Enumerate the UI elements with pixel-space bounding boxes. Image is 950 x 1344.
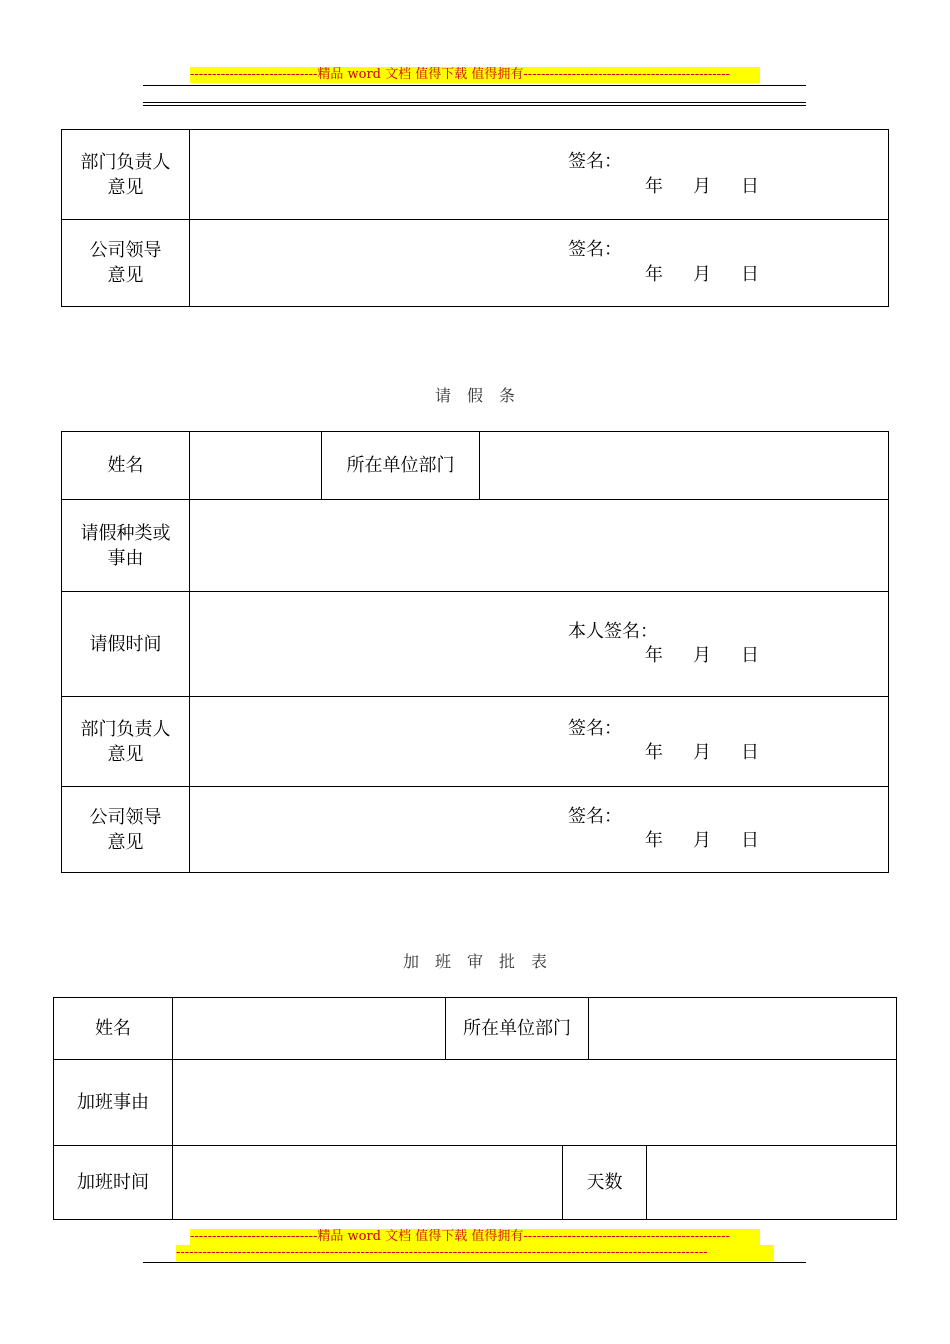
dept-head-opinion-label: 部门负责人 意见: [80, 151, 171, 198]
header-double-rule-2: [143, 105, 806, 106]
leave-form-title: 请 假 条: [434, 386, 515, 405]
month-label: 月: [693, 830, 711, 851]
dept-head-opinion-label: 部门负责人 意见: [80, 718, 171, 765]
month-label: 月: [693, 264, 711, 285]
overtime-reason-label: 加班事由: [77, 1092, 149, 1113]
overtime-form-title: 加 班 审 批 表: [402, 952, 547, 971]
leave-reason-field[interactable]: [190, 500, 888, 591]
leave-reason-label: 请假种类或 事由: [80, 522, 171, 569]
date-line: [645, 644, 785, 668]
department-label: 所在单位部门: [346, 455, 455, 476]
name-field[interactable]: [190, 432, 321, 499]
month-label: 月: [693, 645, 711, 666]
leave-time-label: 请假时间: [89, 633, 162, 655]
leave-form-table: [61, 431, 889, 873]
signature-label: 签名：: [568, 718, 622, 739]
year-label: 年: [645, 645, 663, 666]
header-double-rule-1: [143, 102, 806, 103]
year-label: 年: [645, 830, 663, 851]
company-leader-opinion-label: 公司领导 意见: [89, 240, 162, 286]
department-field[interactable]: [480, 432, 888, 499]
signature-label: 签名：: [568, 806, 622, 827]
date-line: [645, 175, 785, 199]
name-label: 姓名: [95, 1018, 131, 1039]
month-label: 月: [693, 176, 711, 197]
day-label: 日: [741, 264, 759, 285]
company-leader-opinion-label: 公司领导 意见: [89, 806, 162, 853]
date-line: [645, 263, 785, 287]
header-rule: [143, 85, 806, 86]
day-label: 日: [741, 176, 759, 197]
footer-rule: [143, 1262, 806, 1263]
day-label: 日: [741, 645, 759, 666]
month-label: 月: [693, 742, 711, 763]
overtime-reason-field[interactable]: [173, 1060, 896, 1145]
day-label: 日: [741, 742, 759, 763]
footer-banner: -----------------------------精品 word 文档 值得下载 值得拥有-----------------------------------------------: [190, 1229, 760, 1245]
signature-label: 签名：: [568, 151, 622, 172]
name-field[interactable]: [173, 998, 445, 1059]
signature-label: 签名：: [568, 239, 622, 260]
days-label: 天数: [586, 1172, 623, 1193]
header-banner: -----------------------------精品 word 文档 值得下载 值得拥有-----------------------------------------------: [190, 67, 760, 83]
day-label: 日: [741, 830, 759, 851]
date-line: [645, 829, 785, 853]
footer-banner-dashes: -------------------------------------------------------------------------------------------------------------------------: [176, 1245, 774, 1261]
department-label: 所在单位部门: [463, 1018, 571, 1039]
date-line: [645, 741, 785, 765]
year-label: 年: [645, 264, 663, 285]
overtime-form-table: [53, 997, 897, 1220]
overtime-time-field[interactable]: [173, 1146, 562, 1219]
year-label: 年: [645, 742, 663, 763]
days-field[interactable]: [647, 1146, 896, 1219]
self-signature-label: 本人签名：: [568, 621, 658, 642]
name-label: 姓名: [107, 455, 144, 476]
overtime-time-label: 加班时间: [77, 1172, 149, 1193]
year-label: 年: [645, 176, 663, 197]
department-field[interactable]: [589, 998, 896, 1059]
column-divider: [189, 130, 190, 306]
approval-table-top: [61, 129, 889, 307]
